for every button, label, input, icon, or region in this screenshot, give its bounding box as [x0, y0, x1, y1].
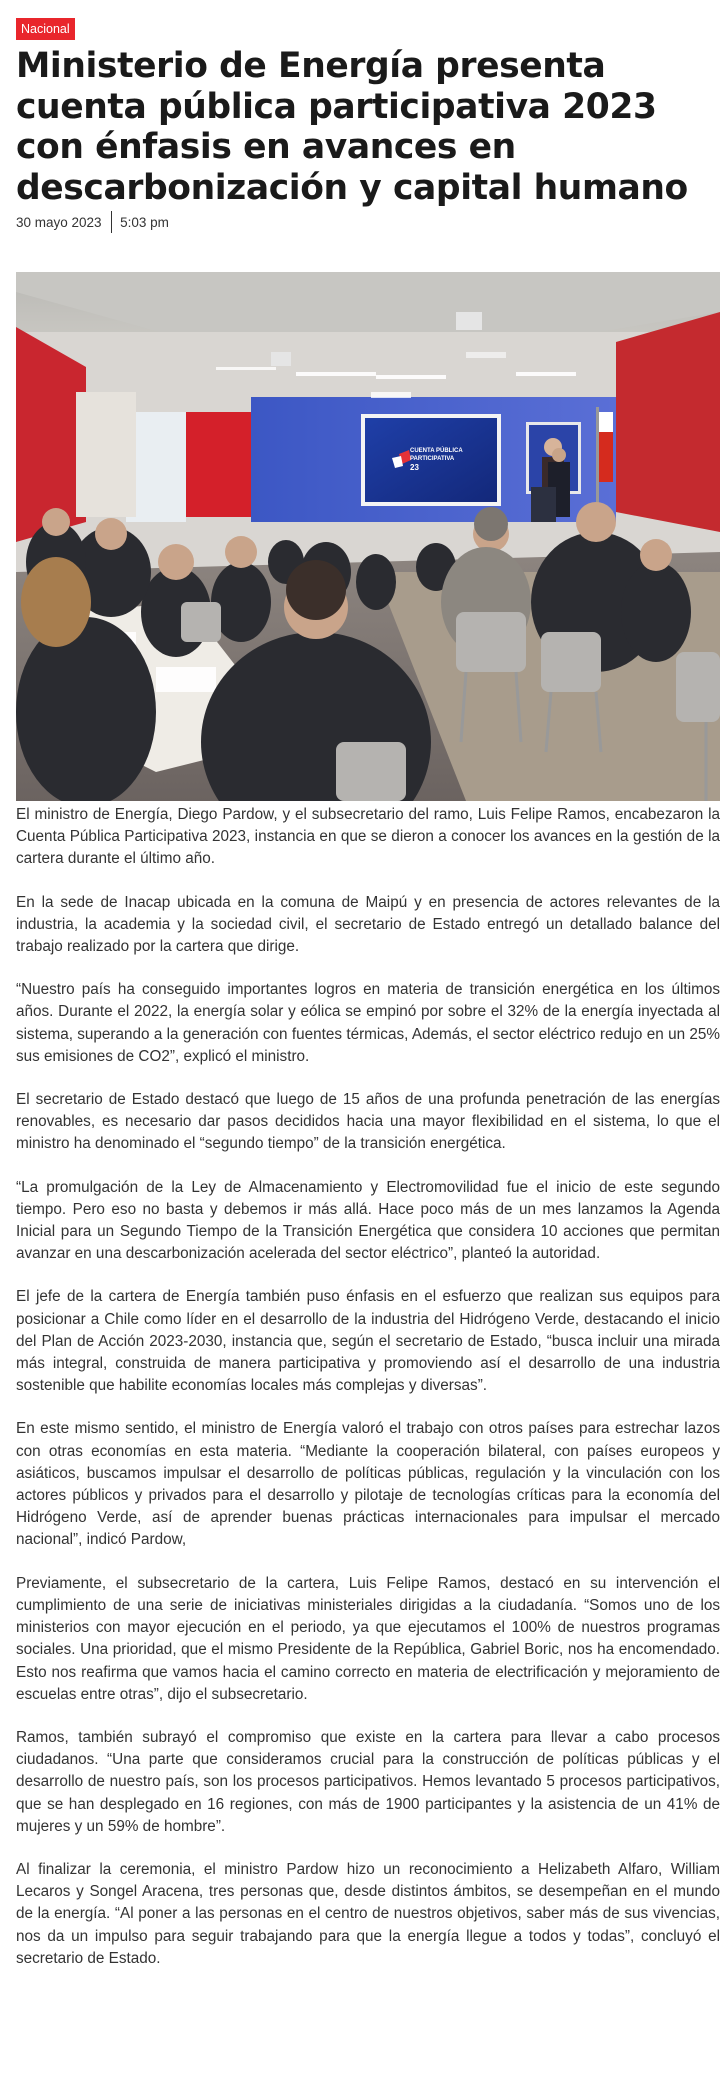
paragraph: El secretario de Estado destacó que luego de 15 años de una profunda penetración de las energías renovables, es necesario dar pasos decididos hacia una mayor flexibilidad en el sistema, lo que el ministro ha denominado el “segundo tiempo” de la transición energética.	[16, 1091, 720, 1153]
screen-text-3: 23	[410, 463, 419, 472]
category-badge[interactable]: Nacional	[16, 18, 75, 40]
meta-divider	[111, 211, 113, 233]
paragraph: “La promulgación de la Ley de Almacenamiento y Electromovilidad fue el inicio de este segundo tiempo. Pero eso no basta y debemos ir más allá. Hace poco más de un mes lanzamos la Agenda Inicial para un Segundo Tiempo de la Transición Energética que considera 10 acciones que permitan avanzar en una descarbonización acelerada del sector eléctrico”, planteó la autoridad.	[16, 1178, 720, 1263]
article-title: Ministerio de Energía presenta cuenta pública participativa 2023 con énfasis en avances en descarbonización y capital humano	[16, 46, 688, 208]
paragraph: Previamente, el subsecretario de la cartera, Luis Felipe Ramos, destacó en su intervención el cumplimiento de una serie de iniciativas ministeriales dirigidas a la ciudadanía. “Somos uno de los ministerios con mayor ejecución en el periodo, ya que ejecutamos el 100% de nuestros programas sociales. Una prioridad, que el mismo Presidente de la República, Gabriel Boric, nos ha encomendado. Esto nos reafirma que vamos hacia el camino correcto en materia de electrificación y mejoramiento de escuelas entre otras”, dijo el subsecretario.	[16, 1574, 720, 1703]
paragraph: “Nuestro país ha conseguido importantes logros en materia de transición energética en los últimos años. Durante el 2022, la energía solar y eólica se empinó por sobre el 32% de la energía inyectada al sistema, superando a la generación con fuentes térmicas, Además, el sector eléctrico redujo en un 25% sus emisiones de CO2”, explicó el ministro.	[16, 981, 720, 1065]
paragraph: El ministro de Energía, Diego Pardow, y el subsecretario del ramo, Luis Felipe Ramos, encabezaron la Cuenta Pública Participativa 2023, instancia en que se dieron a conocer los avances en la gestión de la cartera durante el último año.	[16, 806, 720, 868]
screen-text-2: PARTICIPATIVA	[410, 456, 455, 462]
article-meta	[16, 211, 169, 233]
article-photo	[16, 272, 720, 801]
article-body	[16, 804, 720, 1991]
paragraph: En la sede de Inacap ubicada en la comuna de Maipú y en presencia de actores relevantes de la industria, la academia y la sociedad civil, el secretario de Estado entregó un detallado balance del trabajo realizado por la cartera que dirige.	[16, 893, 720, 956]
paragraph: Al finalizar la ceremonia, el ministro Pardow hizo un reconocimiento a Helizabeth Alfaro, William Lecaros y Songel Aracena, tres personas que, desde distintos ámbitos, se desempeñan en el mundo de la energía. “Al poner a las personas en el centro de nuestros objetivos, saber más de sus vivencias, nos da un impulso para seguir trabajando para que la energía llegue a todos y todas”, concluyó el secretario de Estado.	[16, 1860, 720, 1967]
publish-date: 30 mayo 2023	[16, 214, 102, 230]
paragraph: Ramos, también subrayó el compromiso que existe en la cartera para llevar a cabo procesos ciudadanos. “Una parte que consideramos crucial para la construcción de políticas públicas y el desarrollo de nuestro país, son los procesos participativos. Hemos levantado 5 procesos participativos, que se han desplegado en 16 regiones, con más de 1900 participantes y la asistencia de un 41% de mujeres y un 59% de hombre”.	[16, 1728, 720, 1835]
paragraph: En este mismo sentido, el ministro de Energía valoró el trabajo con otros países para estrechar lazos con otras economías en esta materia. “Mediante la cooperación bilateral, con países europeos y asiáticos, buscamos impulsar el desarrollo de políticas públicas, regulación y la vinculación con los actores públicos y privados para el desarrollo y pilotaje de tecnologías críticas para la economía del Hidrógeno Verde, así de aprender buenas prácticas internacionales para impulsar el mercado nacional”, indicó Pardow,	[16, 1420, 720, 1549]
publish-time: 5:03 pm	[120, 214, 169, 230]
screen-text-1: CUENTA PÚBLICA	[410, 448, 463, 454]
paragraph: El jefe de la cartera de Energía también puso énfasis en el esfuerzo que realizan sus equipos para posicionar a Chile como líder en el desarrollo de la industria del Hidrógeno Verde, destacando el inicio del Plan de Acción 2023-2030, instancia que, según el secretario de Estado, “busca incluir una mirada más integral, construida de manera participativa y promoviendo así el desarrollo de una industria sostenible que habilite economías locales más complejas y diversas”.	[16, 1288, 720, 1395]
